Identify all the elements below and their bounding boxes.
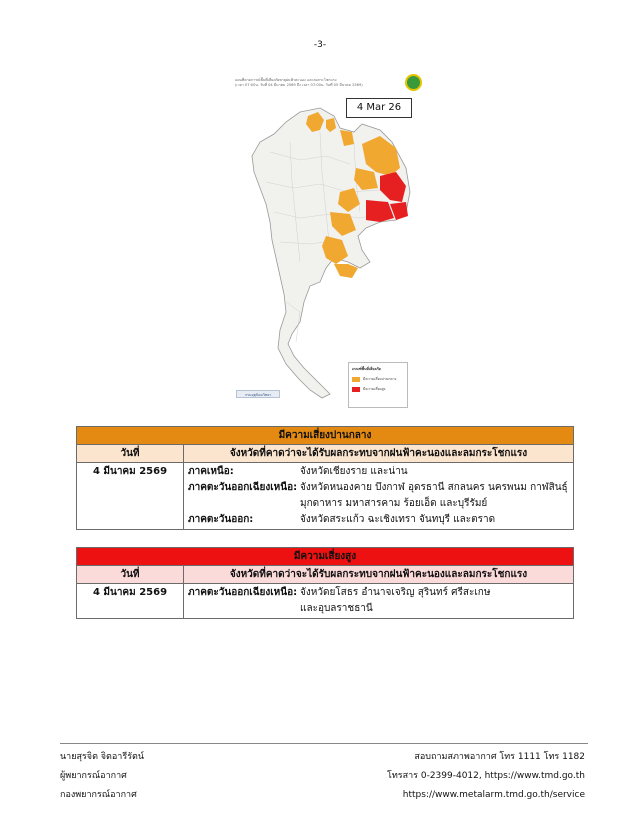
high-col-date: วันที่ bbox=[77, 566, 184, 584]
moderate-northeast-cont: มุกดาหาร มหาสารคาม ร้อยเอ็ด และบุรีรัมย์ bbox=[300, 498, 488, 509]
thailand-map-image bbox=[230, 72, 426, 408]
high-northeast: ภาคตะวันออกเฉียงเหนือ: จังหวัดยโสธร อำนาจเจริญ สุรินทร์ ศรีสะเกษ bbox=[188, 587, 491, 598]
author-name: นายสุรจิต จิตอารีรัตน์ bbox=[60, 752, 145, 762]
moderate-risk-heading-row bbox=[77, 427, 574, 445]
legend-moderate-swatch bbox=[352, 377, 360, 382]
map-date-label: 4 Mar 26 bbox=[346, 98, 412, 118]
map-title: แผนที่คาดการณ์พื้นที่เสี่ยงภัยพายุฝนฟ้าคะนอง และลมกระโชกแรง (เวลา 07:00น. วันที่ 04 มีนาคม 2569 ถึง เวลา 07:00น. วันที่ 05 มีนาคม 2569) bbox=[235, 78, 363, 87]
table-row bbox=[77, 584, 574, 619]
contact-phone: สอบถามสภาพอากาศ โทร 1111 โทร 1182 bbox=[414, 752, 585, 762]
high-column-header-row bbox=[77, 566, 574, 584]
moderate-date: 4 มีนาคม 2569 bbox=[77, 463, 184, 530]
legend-high: มีความเสี่ยงสูง bbox=[349, 384, 407, 394]
risk-map bbox=[230, 72, 426, 408]
table-row bbox=[77, 463, 574, 530]
author-position: ผู้พยากรณ์อากาศ bbox=[60, 771, 127, 781]
author-division: กองพยากรณ์อากาศ bbox=[60, 790, 137, 800]
map-source-badge: กรมอุตุนิยมวิทยา bbox=[236, 390, 280, 398]
legend-title: เกณฑ์พื้นที่เสี่ยงภัย bbox=[352, 367, 381, 371]
footer-divider bbox=[60, 743, 588, 744]
high-provinces bbox=[184, 584, 574, 619]
high-northeast-cont: และอุบลราชธานี bbox=[300, 603, 373, 614]
moderate-provinces bbox=[184, 463, 574, 530]
high-risk-heading: มีความเสี่ยงสูง bbox=[77, 548, 574, 566]
moderate-column-header-row bbox=[77, 445, 574, 463]
high-col-provinces: จังหวัดที่คาดว่าจะได้รับผลกระทบจากฝนฟ้าคะนองและลมกระโชกแรง bbox=[184, 566, 574, 584]
high-risk-heading-row bbox=[77, 548, 574, 566]
footer-author bbox=[60, 748, 144, 805]
moderate-col-date: วันที่ bbox=[77, 445, 184, 463]
map-legend bbox=[348, 362, 408, 408]
moderate-risk-heading: มีความเสี่ยงปานกลาง bbox=[77, 427, 574, 445]
high-risk-table bbox=[76, 547, 574, 619]
moderate-northeast: ภาคตะวันออกเฉียงเหนือ: จังหวัดหนองคาย บึงกาฬ อุดรธานี สกลนคร นครพนม กาฬสินธุ์ bbox=[188, 482, 568, 493]
moderate-col-provinces: จังหวัดที่คาดว่าจะได้รับผลกระทบจากฝนฟ้าคะนองและลมกระโชกแรง bbox=[184, 445, 574, 463]
tmd-logo bbox=[405, 74, 422, 91]
high-date: 4 มีนาคม 2569 bbox=[77, 584, 184, 619]
moderate-north: ภาคเหนือ: จังหวัดเชียงราย และน่าน bbox=[188, 466, 408, 477]
contact-fax-website[interactable]: โทรสาร 0-2399-4012, https://www.tmd.go.th bbox=[387, 771, 585, 781]
moderate-risk-table bbox=[76, 426, 574, 530]
contact-service-url[interactable]: https://www.metalarm.tmd.go.th/service bbox=[402, 790, 585, 800]
moderate-east: ภาคตะวันออก: จังหวัดสระแก้ว ฉะเชิงเทรา จันทบุรี และตราด bbox=[188, 514, 496, 525]
legend-moderate: มีความเสี่ยงปานกลาง bbox=[349, 374, 407, 384]
footer-contact bbox=[387, 748, 585, 805]
page-number: -3- bbox=[313, 40, 327, 50]
legend-high-swatch bbox=[352, 387, 360, 392]
